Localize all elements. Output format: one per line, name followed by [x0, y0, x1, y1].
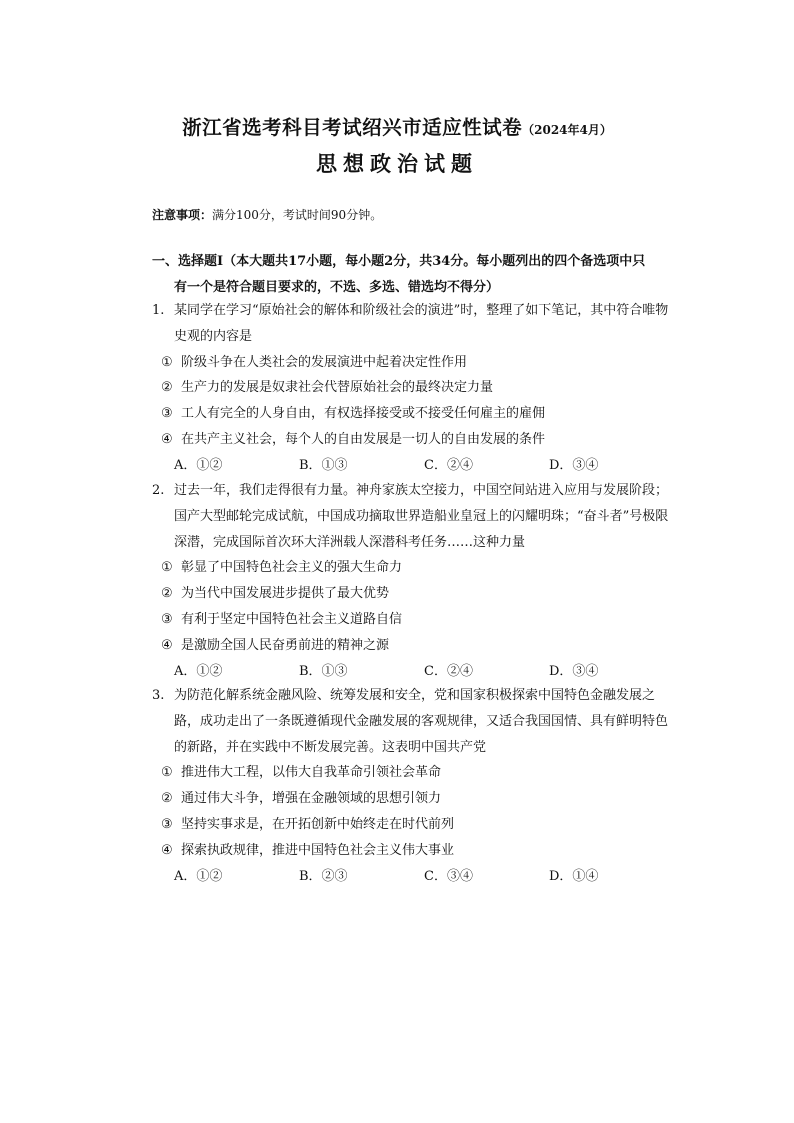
exam-date: （2024年4月） [522, 123, 612, 137]
answer-choice-d: D．③④ [549, 457, 599, 473]
answer-choice-a: A．①② [174, 663, 223, 679]
option-item [152, 633, 674, 659]
option-item [152, 786, 674, 812]
option-text: 阶级斗争在人类社会的发展演进中起着决定性作用 [181, 354, 468, 370]
notice-label: 注意事项： [152, 208, 213, 222]
option-text: 生产力的发展是奴隶社会代替原始社会的最终决定力量 [181, 380, 494, 396]
option-text: 在共产主义社会，每个人的自由发展是一切人的自由发展的条件 [181, 431, 546, 447]
option-text: 推进伟大工程，以伟大自我革命引领社会革命 [181, 765, 442, 781]
option-item [152, 812, 674, 838]
answer-choice-d: D．③④ [549, 663, 599, 679]
option-mark: ① [161, 765, 173, 781]
option-text: 是激励全国人民奋勇前进的精神之源 [181, 637, 390, 653]
option-mark: ③ [161, 816, 173, 832]
option-mark: ④ [161, 842, 173, 858]
question-text: 过去一年，我们走得很有力量。神舟家族太空接力，中国空间站进入应用与发展阶段；国产大型邮轮完成试航，中国成功摘取世界造船业皇冠上的闪耀明珠；“奋斗者”号极限深潜，完成国际首次环大洋洲载人深潜科考任务……这种力量 [174, 483, 669, 550]
answer-choice-a: A．①② [174, 868, 223, 884]
question-stem [152, 298, 674, 350]
option-mark: ④ [161, 637, 173, 653]
question-3 [152, 683, 674, 889]
answer-choice-b: B．②③ [299, 868, 348, 884]
option-mark: ③ [161, 611, 173, 627]
question-number: 3. [152, 688, 165, 703]
option-mark: ② [161, 380, 173, 396]
option-item [152, 607, 674, 633]
option-text: 工人有完全的人身自由，有权选择接受或不接受任何雇主的雇佣 [181, 406, 546, 422]
section-heading [152, 249, 672, 301]
exam-subject: 思想政治试题 [316, 151, 478, 176]
notice [152, 206, 382, 223]
option-text: 彰显了中国特色社会主义的强大生命力 [181, 560, 403, 576]
question-stem [152, 478, 674, 555]
answer-choices [152, 453, 674, 479]
answer-choices [152, 659, 674, 685]
answer-choice-c: C．③④ [424, 868, 473, 884]
option-mark: ④ [161, 431, 173, 447]
question-text: 某同学在学习“原始社会的解体和阶级社会的演进”时，整理了如下笔记，其中符合唯物史观的内容是 [174, 303, 669, 344]
question-number: 2. [152, 483, 165, 498]
question-1 [152, 298, 674, 479]
option-mark: ② [161, 586, 173, 602]
notice-text: 满分100分，考试时间90分钟。 [212, 208, 383, 222]
answer-choices [152, 864, 674, 890]
answer-choice-c: C．②④ [424, 663, 473, 679]
option-mark: ① [161, 354, 173, 370]
answer-choice-d: D．①④ [549, 868, 599, 884]
option-text: 通过伟大斗争，增强在金融领域的思想引领力 [181, 791, 442, 807]
option-text: 有利于坚定中国特色社会主义道路自信 [181, 611, 403, 627]
option-item [152, 375, 674, 401]
question-text: 为防范化解系统金融风险、统筹发展和安全，党和国家积极探索中国特色金融发展之路，成功走出了一条既遵循现代金融发展的客观规律，又适合我国国情、具有鲜明特色的新路，并在实践中不断发展完善。这表明中国共产党 [174, 688, 669, 755]
answer-choice-a: A．①② [174, 457, 223, 473]
answer-choice-b: B．①③ [299, 457, 348, 473]
section-heading-line1: 一、选择题Ⅰ（本大题共17小题，每小题2分，共34分。每小题列出的四个备选项中只 [152, 254, 646, 269]
option-mark: ① [161, 560, 173, 576]
option-mark: ③ [161, 406, 173, 422]
section-heading-line2: 有一个是符合题目要求的，不选、多选、错选均不得分） [174, 280, 500, 295]
option-item [152, 555, 674, 581]
option-item [152, 350, 674, 376]
option-text: 探索执政规律，推进中国特色社会主义伟大事业 [181, 842, 455, 858]
option-text: 坚持实事求是，在开拓创新中始终走在时代前列 [181, 816, 455, 832]
option-item [152, 401, 674, 427]
answer-choice-c: C．②④ [424, 457, 473, 473]
option-item [152, 760, 674, 786]
answer-choice-b: B．①③ [299, 663, 348, 679]
option-item [152, 838, 674, 864]
option-item [152, 427, 674, 453]
question-stem [152, 683, 674, 760]
option-item [152, 581, 674, 607]
question-number: 1. [152, 303, 165, 318]
option-mark: ② [161, 791, 173, 807]
exam-title [0, 112, 794, 140]
question-2 [152, 478, 674, 684]
exam-title-text: 浙江省选考科目考试绍兴市适应性试卷 [182, 116, 523, 139]
option-text: 为当代中国发展进步提供了最大优势 [181, 586, 390, 602]
